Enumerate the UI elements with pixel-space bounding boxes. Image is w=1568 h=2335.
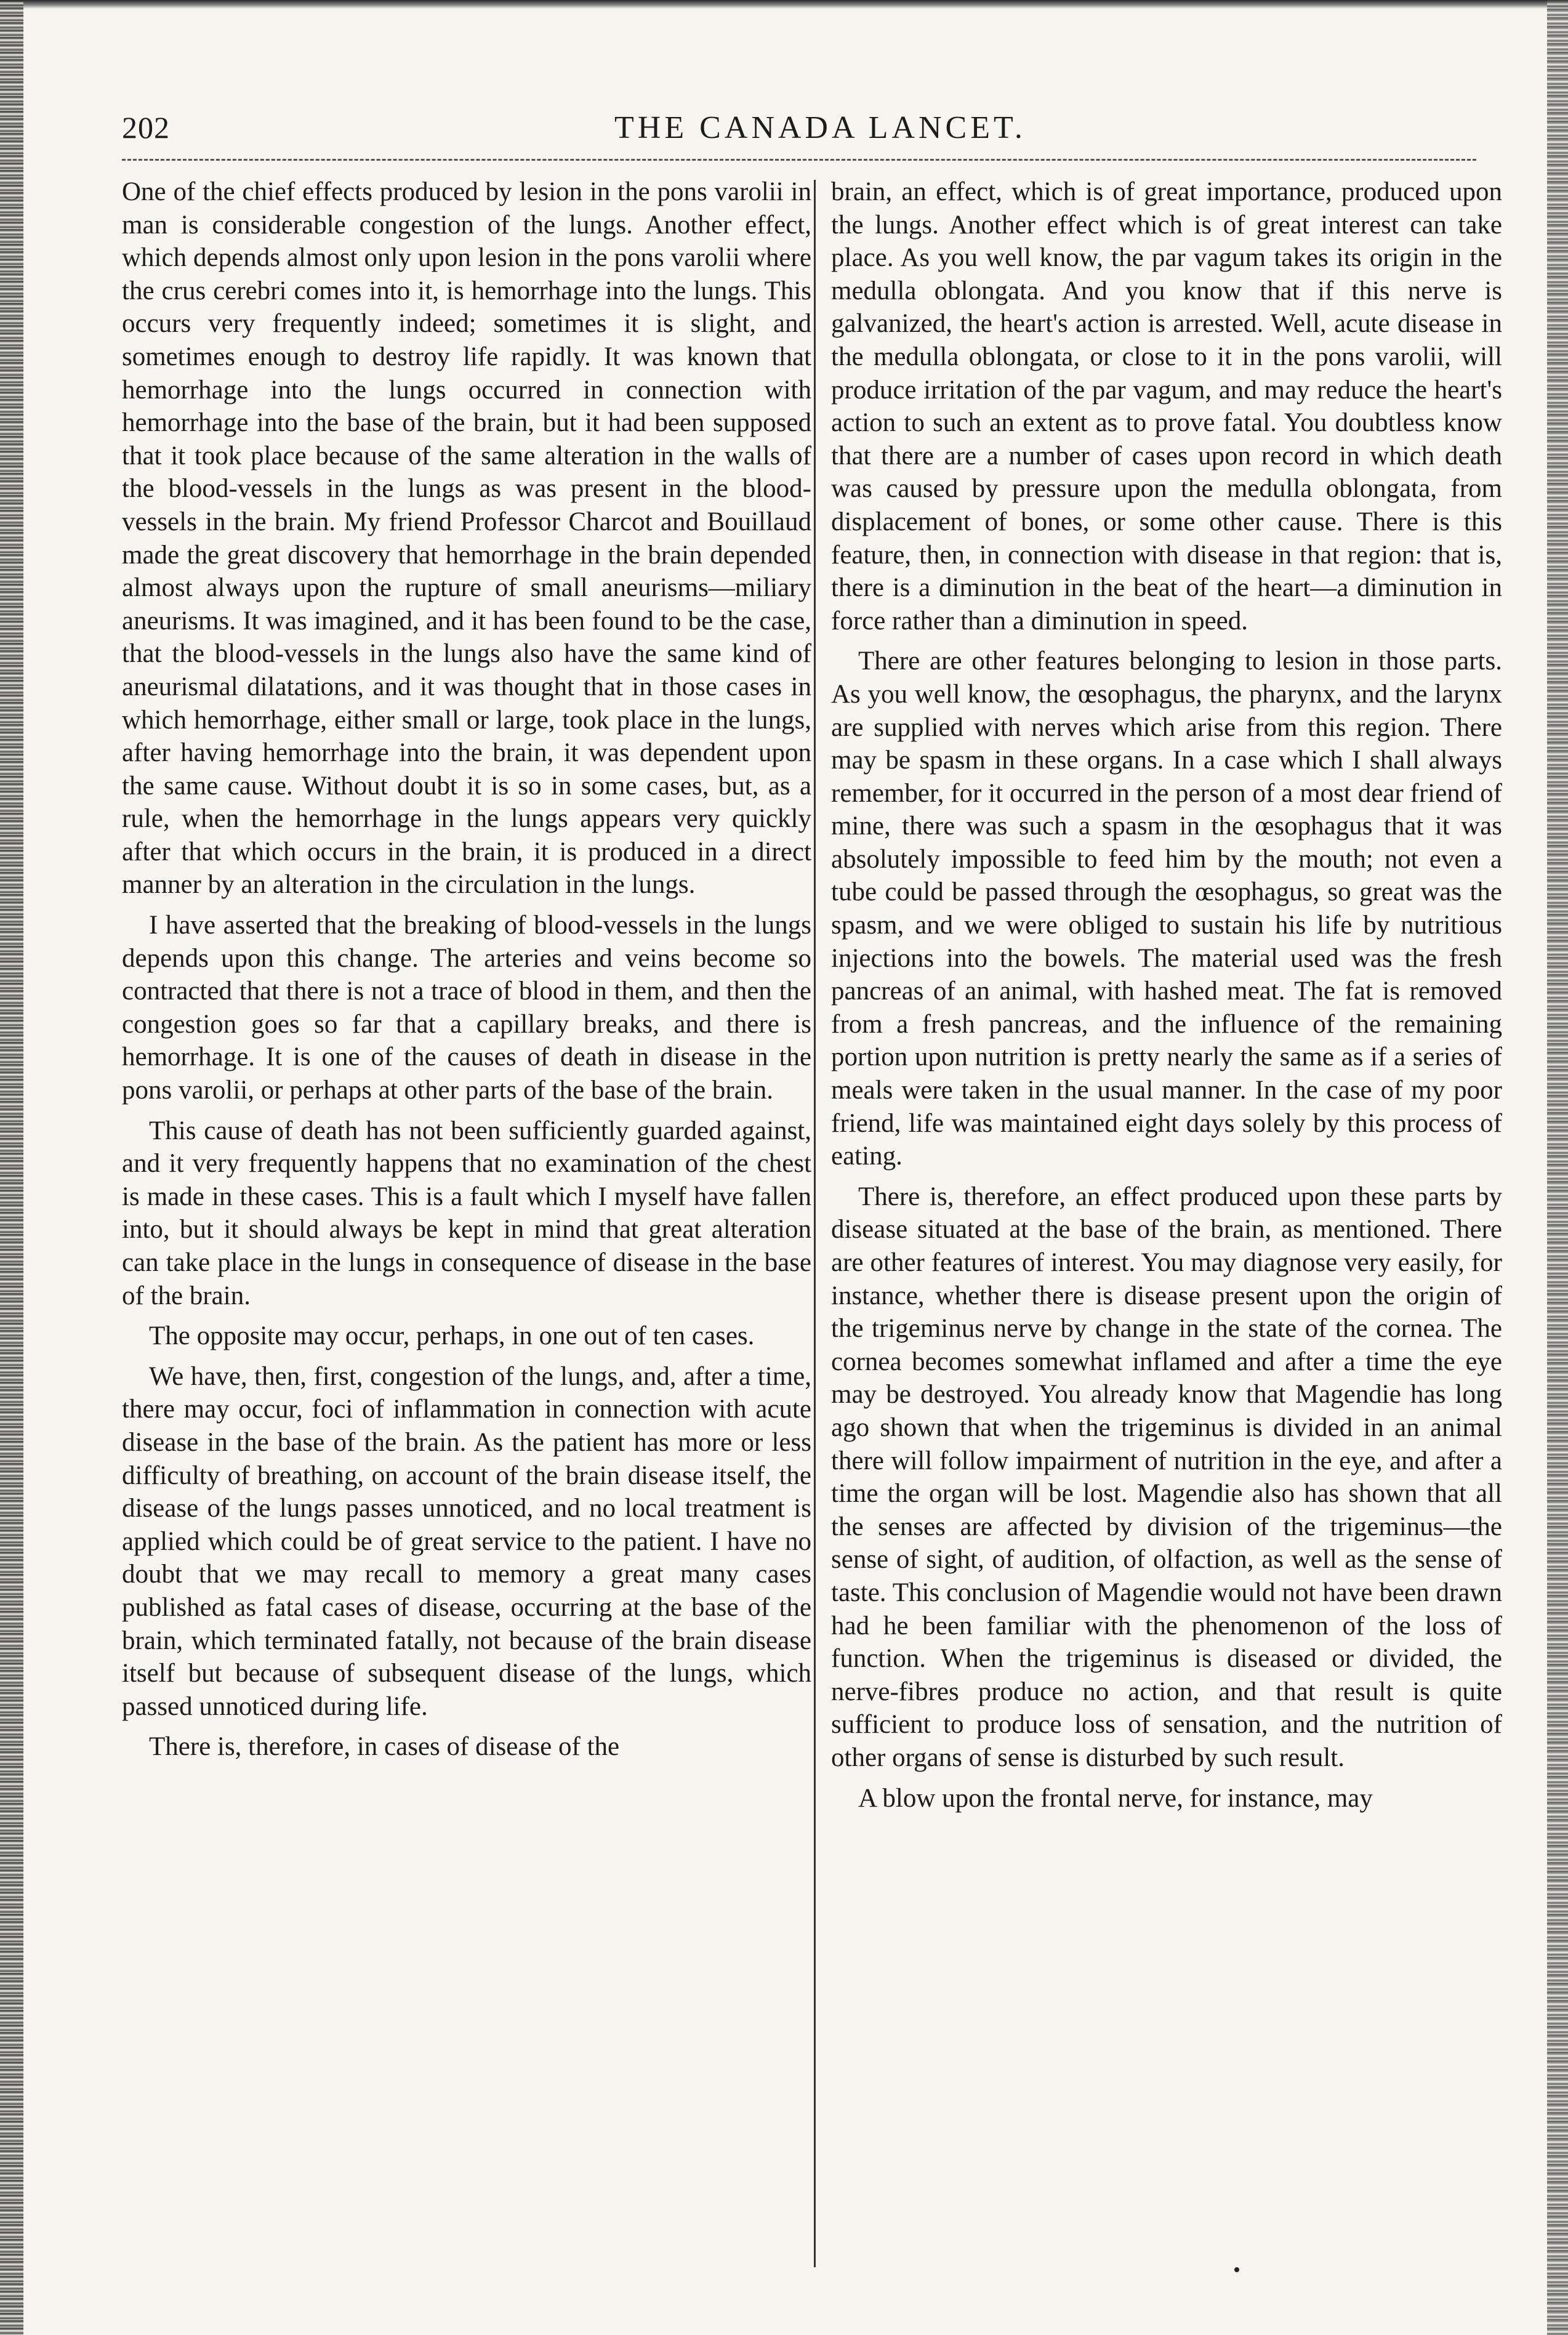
column-divider (814, 180, 816, 2267)
scan-edge-right (1547, 0, 1568, 2335)
page-number: 202 (122, 110, 170, 145)
left-column (122, 175, 811, 1764)
paragraph: There is, therefore, in cases of disease of the (149, 1732, 620, 1762)
paragraph: We have, then, first, congestion of the lungs, and, after a time, there may occur, foci of inflammation in connection with acute disease in the base of the brain. As the patient has more or less difficulty of breathing, on account of the brain disease itself, the disease of the lungs passes unnoticed, and no local treatment is applied which could be of great service to the patient. I have no doubt that we may recall to memory a great many cases published as fatal cases of disease, occurring at the base of the brain, which terminated fatally, not because of the brain disease itself but because of subsequent disease of the lungs, which passed unnoticed during life. (122, 1361, 811, 1721)
paragraph: A blow upon the frontal nerve, for instance, may (858, 1783, 1373, 1813)
paragraph: This cause of death has not been sufficiently guarded against, and it very frequently happens that no examination of the chest is made in these cases. This is a fault which I myself have fallen into, but it should always be kept in mind that great alteration can take place in the lungs in consequence of disease in the base of the brain. (122, 1116, 811, 1310)
paragraph: There are other features belonging to lesion in those parts. As you well know, the œsophagus, the pharynx, and the larynx are supplied with nerves which arise from this region. There may be spasm in these organs. In a case which I shall always remember, for it occurred in the person of a most dear friend of mine, there was such a spasm in the œsophagus that it was absolutely impossible to feed him by the mouth; not even a tube could be passed through the œsophagus, so great was the spasm, and we were obliged to sustain his life by nutritious injections into the bowels. The material used was the fresh pancreas of an animal, with hashed meat. The fat is removed from a fresh pancreas, and the influence of the remaining portion upon nutrition is pretty nearly the same as if a series of meals were taken in the usual manner. In the case of my poor friend, life was maintained eight days solely by this process of eating. (831, 647, 1502, 1171)
paragraph: brain, an effect, which is of great importance, produced upon the lungs. Another effect which is of great interest can take place. As you well know, the par vagum takes its origin in the medulla oblongata. And you know that if this nerve is galvanized, the heart's action is arrested. Well, acute disease in the medulla oblongata, or close to it in the pons varolii, will produce irritation of the par vagum, and may reduce the heart's action to such an extent as to prove fatal. You doubtless know that there are a number of cases upon record in which death was caused by pressure upon the medulla oblongata, from displacement of bones, or some other cause. There is this feature, then, in connection with disease in that region: that is, there is a diminution in the beat of the heart—a diminution in force rather than a diminution in speed. (831, 177, 1502, 635)
paragraph: There is, therefore, an effect produced upon these parts by disease situated at the base of the brain, as mentioned. There are other features of interest. You may diagnose very easily, for instance, whether there is disease present upon the origin of the trigeminus nerve by change in the state of the cornea. The cornea becomes somewhat inflamed and after a time the eye may be destroyed. You already know that Magendie has long ago shown that when the trigeminus is divided in an animal there will follow impairment of nutrition in the eye, and after a time the organ will be lost. Magendie also has shown that all the senses are affected by division of the trigeminus—the sense of sight, of audition, of olfaction, as well as the sense of taste. This conclusion of Magendie would not have been drawn had he been familiar with the phenomenon of the loss of function. When the trigeminus is diseased or divided, the nerve-fibres produce no action, and that result is quite sufficient to produce loss of sensation, and the nutrition of other organs of sense is disturbed by such result. (831, 1182, 1502, 1772)
right-column (831, 175, 1502, 1815)
scan-edge-top (0, 0, 1568, 9)
paragraph: I have asserted that the breaking of blood-vessels in the lungs depends upon this change. The arteries and veins become so contracted that there is not a trace of blood in them, and then the congestion goes so far that a capillary breaks, and there is hemorrhage. It is one of the causes of death in disease in the pons varolii, or perhaps at other parts of the base of the brain. (122, 911, 811, 1105)
header-rule (122, 159, 1476, 161)
scan-edge-left (0, 0, 23, 2335)
page-header (122, 110, 1476, 159)
paragraph: The opposite may occur, perhaps, in one out of ten cases. (149, 1321, 755, 1351)
running-title: THE CANADA LANCET. (614, 110, 1026, 145)
ink-speck (1234, 2267, 1239, 2272)
paragraph: One of the chief effects produced by lesion in the pons varolii in man is considerable congestion of the lungs. Another effect, which depends almost only upon lesion in the pons varolii where the crus cerebri comes into it, is hemorrhage into the lungs. This occurs very frequently indeed; sometimes it is slight, and sometimes enough to destroy life rapidly. It was known that hemorrhage into the lungs occurred in connection with hemorrhage into the base of the brain, but it had been supposed that it took place because of the same alteration in the walls of the blood-vessels in the lungs as was present in the blood-vessels in the brain. My friend Professor Charcot and Bouillaud made the great discovery that hemorrhage in the brain depended almost always upon the rupture of small aneurisms—miliary aneurisms. It was imagined, and it has been found to be the case, that the blood-vessels in the lungs also have the same kind of aneurismal dilatations, and it was thought that in those cases in which hemorrhage, either small or large, took place in the lungs, after having hemorrhage into the brain, it was dependent upon the same cause. Without doubt it is so in some cases, but, as a rule, when the hemorrhage in the lungs appears very quickly after that which occurs in the brain, it is produced in a direct manner by an alteration in the circulation in the lungs. (122, 177, 811, 900)
